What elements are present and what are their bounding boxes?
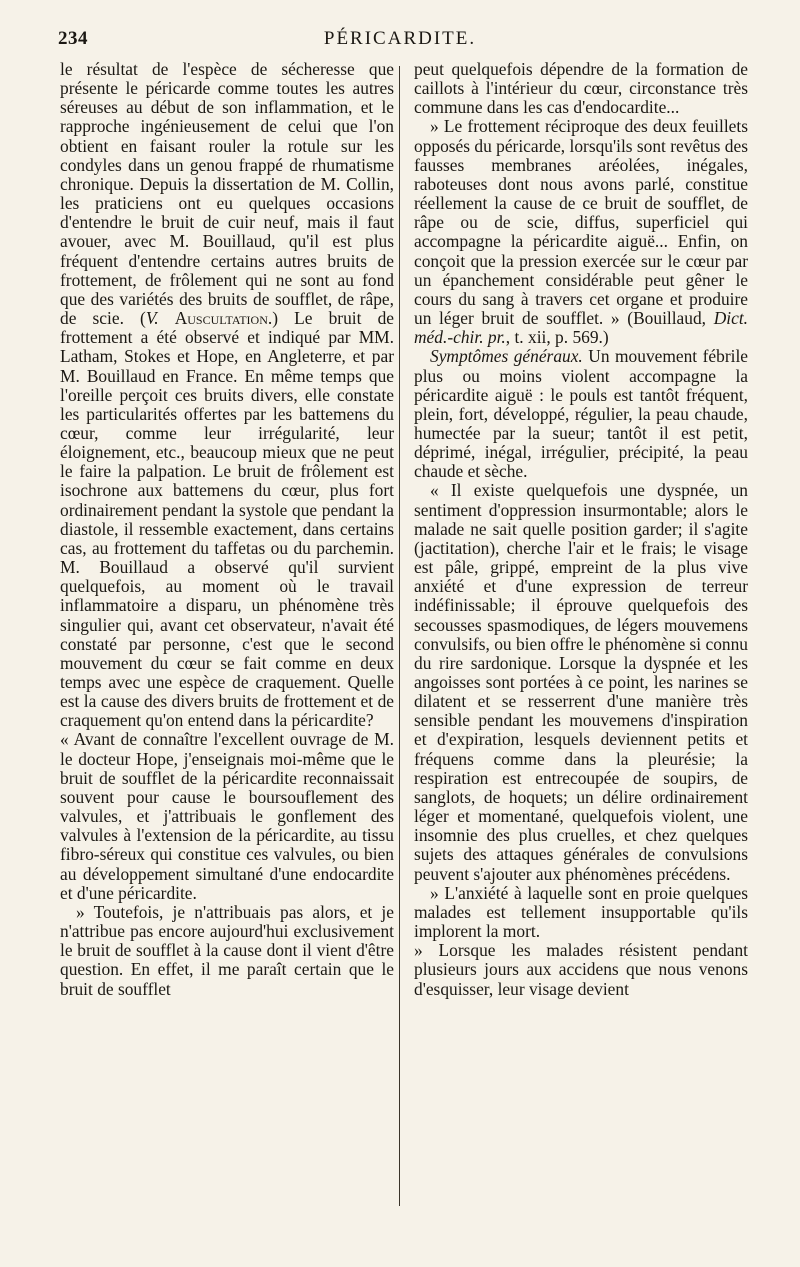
reference-abbrev: V. bbox=[145, 308, 159, 329]
running-title: PÉRICARDITE. bbox=[323, 28, 477, 49]
text-run: , t. xii, p. 569.) bbox=[505, 327, 609, 348]
left-paragraph-2: « Avant de connaître l'excellent ouvrage de M. le docteur Hope, j'enseignais moi-même que le bruit de soufflet de la péricardite reconnaissait souvent pour cause le boursouflement des valvules, et j'attribuais le gonflement des valvules à l'extension de la péricardite, au tissu fibro-séreux qui constitue ces valvules, ou bien au développement simultané d'une endocardite et d'une péricardite. bbox=[60, 729, 394, 903]
left-column bbox=[60, 60, 394, 999]
right-column bbox=[414, 60, 748, 999]
right-paragraph-5: » L'anxiété à laquelle sont en proie quelques malades est tellement insupportable qu'ils implorent la mort. bbox=[414, 882, 748, 942]
right-paragraph-6: » Lorsque les malades résistent pendant plusieurs jours aux accidens que nous venons d'esquisser, leur visage devient bbox=[414, 940, 748, 999]
text-run: » Le frottement réciproque des deux feuillets opposés du péricarde, lorsqu'ils sont revêtus des fausses membranes aréolées, inégales, raboteuses dont nous avons parlé, constitue réellement la cause de ce bruit de soufflet, de râpe ou de scie, diffus, superficiel qui accompagne la péricardite aiguë... Enfin, on conçoit que la pression exercée sur le cœur par un épanchement considérable peut gêner le cours du sang à travers cet organe et produire un léger bruit de soufflet. » (Bouillaud, bbox=[414, 116, 748, 329]
left-paragraph-3: » Toutefois, je n'attribuais pas alors, et je n'attribue pas encore aujourd'hui exclusivement le bruit de soufflet à la cause dont il vient d'être question. En effet, il me paraît certain que le bruit de soufflet bbox=[60, 901, 394, 999]
page-header bbox=[58, 28, 742, 54]
text-run: Un mouvement fébrile plus ou moins violent accompagne la péricardite aiguë : le pouls est tantôt fréquent, plein, fort, développé, régulier, la peau chaude, humectée par la sueur; tantôt il est petit, déprimé, inégal, irrégulier, précipité, la peau chaude et sèche. bbox=[414, 346, 748, 482]
right-paragraph-4: « Il existe quelquefois une dyspnée, un sentiment d'oppression insurmontable; alors le malade ne sait quelle position garder; il s'agite (jactitation), cherche l'air et le frais; le visage est pâle, grippé, empreint de la plus vive anxiété et d'une expression de terreur indéfinissable; il éprouve quelquefois des secousses spasmodiques, de légers mouvemens convulsifs, ou bien offre le phénomène si connu du rire sardonique. Lorsque la dyspnée et les angoisses sont portées à ce point, les narines se dilatent et se resserrent d'une manière très sensible pendant les mouvemens d'inspiration et d'expiration, lesquels deviennent petits et fréquens comme dans la pleurésie; la respiration est entrecoupée de soupirs, de sanglots, de hoquets; un délire ordinairement léger et momentané, quelquefois violent, une insomnie des plus cruelles, et chez quelques sujets des attaques générales de convulsions peuvent s'ajouter aux phénomènes précédens. bbox=[414, 480, 748, 884]
page-number: 234 bbox=[58, 28, 88, 49]
right-paragraph-1: peut quelquefois dépendre de la formation de caillots à l'intérieur du cœur, circonstance très commune dans les cas d'endocardite... bbox=[414, 59, 748, 118]
right-paragraph-3 bbox=[414, 347, 748, 481]
text-run: ) Le bruit de frottement a été observé et indiqué par MM. Latham, Stokes et Hope, en Angleterre, et par M. Bouillaud en France. En même temps que l'oreille perçoit ces bruits divers, elle constate les particularités offertes par les battemens du cœur, comme leur irrégularité, leur éloignement, etc., beaucoup mieux que ne peut le faire la palpation. Le bruit de frôlement est isochrone aux battemens du cœur, plus fort ordinairement pendant la systole que pendant la diastole, il ressemble exactement, dans certains cas, au frottement du taffetas ou du parchemin. M. Bouillaud a observé qu'il survient quelquefois, au moment où le travail inflammatoire a disparu, un phénomène très singulier qui, avant cet observateur, n'avait été constaté par personne, c'est que le second mouvement du cœur se fait comme en deux temps avec une espèce de craquement. Quelle est la cause des divers bruits de frottement et de craquement qu'on entend dans la péricardite? bbox=[60, 308, 394, 731]
citation-title: Dict. méd.-chir. pr. bbox=[414, 308, 748, 348]
cross-reference: Auscultation. bbox=[174, 308, 273, 329]
right-paragraph-2 bbox=[414, 117, 748, 347]
section-heading: Symptômes généraux. bbox=[430, 346, 583, 367]
column-divider bbox=[399, 66, 400, 1206]
text-run: le résultat de l'espèce de sécheresse que présente le péricarde comme toutes les autres séreuses au début de son inflammation, et le rapproche ingénieusement de celui que l'on obtient en faisant rouler la rotule sur les condyles dans un genou frappé de rhumatisme chronique. Depuis la dissertation de M. Collin, les praticiens ont eu quelques occasions d'entendre le bruit de cuir neuf, mais il faut avouer, avec M. Bouillaud, qu'il est plus fréquent d'entendre certains autres bruits de frottement, de frôlement qui ne sont au fond que des variétés des bruits de soufflet, de râpe, de scie. ( bbox=[60, 59, 394, 329]
left-paragraph-1 bbox=[60, 60, 394, 730]
